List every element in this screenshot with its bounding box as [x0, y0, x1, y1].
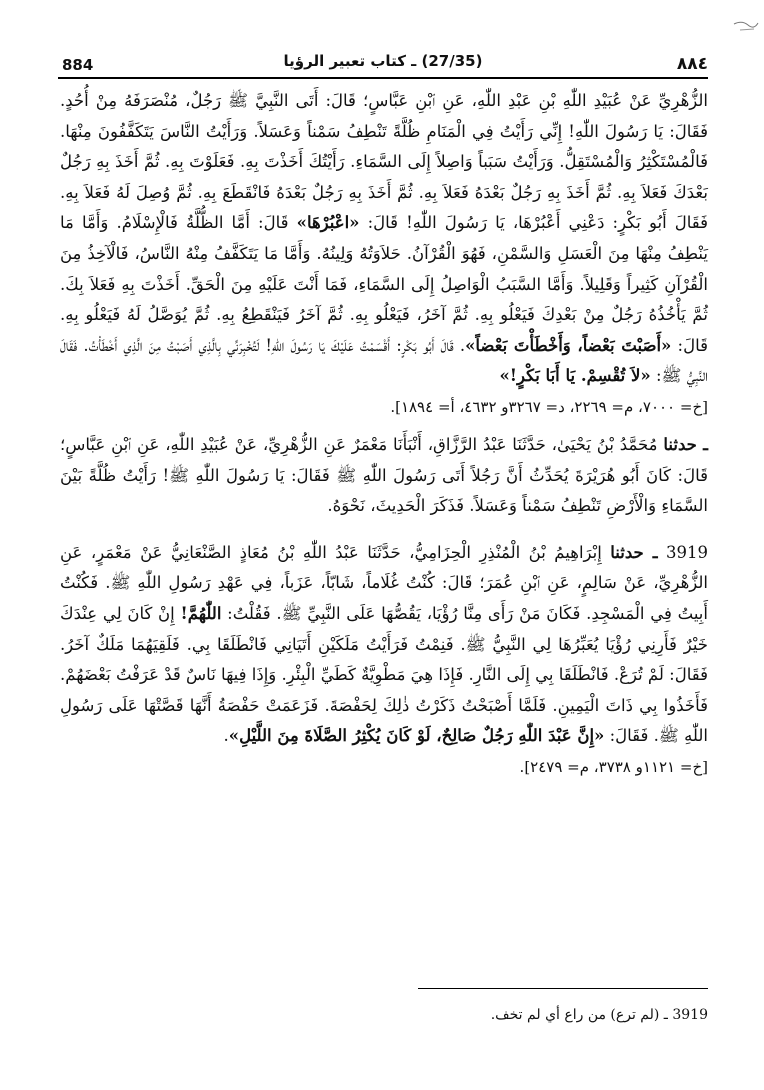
main-text: [60, 86, 708, 782]
hadith-text: مُحَمَّدُ بْنُ يَحْيَىٰ، حَدَّثَنَا عَبْدُ الرَّزَّاقِ، أَنْبَأَنَا مَعْمَرٌ عَنِ الزُّهْرِيِّ، عَنْ عُبَيْدِ اللّٰهِ، عَنِ ٱبْنِ عَبَّاسٍ؛ قَالَ: كَانَ أَبُو هُرَيْرَةَ يُحَدِّثُ أَنَّ رَجُلاً أَتَى رَسُولَ اللّٰهِ ﷺ فَقَالَ: يَا رَسُولَ اللّٰهِ ﷺ! رَأَيْتُ ظُلَّةً بَيْنَ السَّمَاءِ وَالْأَرْضِ تَنْطِفُ سَمْناً وَعَسَلاً. فَذَكَرَ الْحَدِيثَ، نَحْوَهُ.: [60, 434, 708, 516]
scan-mark-icon: [732, 14, 760, 34]
prophet-quote: «إِنَّ عَبْدَ اللّٰهِ رَجُلٌ صَالِحٌ، لَوْ كَانَ يُكْثِرُ الصَّلَاةَ مِنَ اللَّيْلِ»: [228, 726, 605, 746]
hadith-number: 3919: [666, 542, 709, 562]
hadith-text: . قَالَ أَبُو بَكْرٍ: أَقْسَمْتُ عَلَيْكَ يَا رَسُولَ اللّٰهِ! لَتُخْبِرَنِّي بِالَّذِي أَصَبْتُ مِنَ الَّذِي أَخْطَأْتُ. فَقَالَ النَّبِيُّ ﷺ:: [60, 335, 708, 386]
prophet-quote: «اعْبُرْهَا»: [296, 213, 360, 233]
hadith-paragraph: [60, 430, 708, 522]
hadith-paragraph: [60, 538, 708, 752]
hadith-text: قَالَ: أَمَّا الظُّلَّةُ فَالْإِسْلَامُ. وَأَمَّا مَا يَنْطِفُ مِنْهَا مِنَ الْعَسَلِ وَالسَّمْنِ، فَهُوَ الْقُرْآنُ. حَلاَوَتُهُ وَلِينُهُ. وَأَمَّا مَا يَتَكَفَّفُ مِنْهُ النَّاسُ، فَالْآخِذُ مِنَ الْقُرْآنِ كَثِيراً وَقَلِيلاً. وَأَمَّا السَّبَبُ الْوَاصِلُ إِلَى السَّمَاءِ، فَمَا أَنْتَ عَلَيْهِ مِنَ الْحَقِّ. أَخَذْتَ بِهِ فَعَلاَ بِكَ. ثُمَّ يَأْخُذُهُ رَجُلٌ مِنْ بَعْدِكَ فَيَعْلُو بِهِ. ثُمَّ آخَرُ، فَيَعْلُو بِهِ. ثُمَّ آخَرُ فَيَنْقَطِعُ بِهِ. ثُمَّ يُوَصَّلُ لَهُ فَيَعْلُو بِهِ. قَالَ:: [60, 213, 708, 355]
running-title: (27/35) ـ كتاب تعبير الرؤيا: [283, 52, 483, 70]
hadith-text: الزُّهْرِيِّ عَنْ عُبَيْدِ اللّٰهِ بْنِ عَبْدِ اللّٰهِ، عَنِ ٱبْنِ عَبَّاسٍ؛ قَالَ: أَتَى النَّبِيَّ ﷺ رَجُلٌ، مُنْصَرَفَهُ مِنْ أُحُدٍ. فَقَالَ: يَا رَسُولَ اللّٰهِ! إِنِّي رَأَيْتُ فِي الْمَنَامِ ظُلَّةً تَنْطِفُ سَمْناً وَعَسَلاً. وَرَأَيْتُ النَّاسَ يَتَكَفَّفُونَ مِنْهَا. فَالْمُسْتَكْثِرُ وَالْمُسْتَقِلُّ. وَرَأَيْتُ سَبَباً وَاصِلاً إِلَى السَّمَاءِ. رَأَيْتُكَ أَخَذْتَ بِهِ. فَعَلَوْتَ بِهِ. ثُمَّ أَخَذَ بِهِ رَجُلٌ بَعْدَكَ فَعَلاَ بِهِ. ثُمَّ أَخَذَ بِهِ رَجُلٌ بَعْدَهُ فَعَلاَ بِهِ. ثُمَّ أَخَذَ بِهِ رَجُلٌ بَعْدَهُ فَانْقَطَعَ بِهِ. ثُمَّ وُصِلَ لَهُ فَعَلاَ بِهِ. فَقَالَ أَبُو بَكْرٍ: دَعْنِي أَعْبُرْهَا، يَا رَسُولَ اللّٰهِ! قَالَ:: [60, 91, 708, 233]
isnad-marker: ـ حدثنا: [610, 542, 658, 562]
hadith-paragraph: [60, 86, 708, 392]
reference-line: [خ= ٧٠٠٠، م= ٢٢٦٩، د= ٣٢٦٧و ٤٦٣٢، أ= ١٨٩٤].: [390, 397, 708, 416]
page-header: [58, 44, 708, 74]
prophet-quote: «أَصَبْتَ بَعْضاً، وَأَخْطَأْتَ بَعْضاً»: [465, 335, 672, 355]
hadith-text: .: [223, 726, 229, 746]
page-number-arabic: ٨٨٤: [676, 54, 708, 74]
hadith-text: إِنْ كَانَ لِي عِنْدَكَ خَيْرٌ فَأَرِنِي رُؤْيَا يُعَبِّرُهَا لِي النَّبِيُّ ﷺ. فَنِمْتُ فَرَأَيْتُ مَلَكَيْنِ أَتَيَانِي فَانْطَلَقَا بِي. فَلَقِيَهُمَا مَلَكٌ آخَرُ. فَقَالَ: لَمْ تُرَعْ. فَانْطَلَقَا بِي إِلَى النَّارِ. فَإِذَا هِيَ مَطْوِيَّةٌ كَطَيِّ الْبِئْرِ. وَإِذَا فِيهَا نَاسٌ قَدْ عَرَفْتُ بَعْضَهُمْ. فَأَخَذُوا بِي ذَاتَ الْيَمِينِ. فَلَمَّا أَصْبَحْتُ ذَكَرْتُ ذٰلِكَ لِحَفْصَةَ. فَزَعَمَتْ حَفْصَةُ أَنَّهَا قَصَّتْهَا عَلَى رَسُولِ اللّٰهِ ﷺ. فَقَالَ:: [60, 603, 708, 746]
page-number-latin: 884: [62, 56, 94, 74]
header-rule: [58, 77, 708, 79]
footnote: [300, 1004, 708, 1026]
reference-line: [خ= ١١٢١و ٣٧٣٨، م= ٢٤٧٩].: [519, 757, 708, 776]
footnote-number: 3919: [672, 1007, 708, 1023]
prophet-quote: «لاَ تُقْسِمْ. يَا أَبَا بَكْرٍ!»: [499, 366, 651, 386]
footnote-rule: [418, 988, 708, 989]
footnote-text: ـ (لم ترع) من راع أي لم تخف.: [490, 1007, 668, 1023]
prophet-quote: اللّٰهُمَّ!: [180, 603, 222, 623]
spacer: [60, 530, 708, 538]
hadith-text: إِبْرَاهِيمُ بْنُ الْمُنْذِرِ الْحِزَامِيُّ، حَدَّثَنَا عَبْدُ اللّٰهِ بْنُ مُعَاذٍ الصَّنْعَانِيُّ عَنْ مَعْمَرٍ، عَنِ الزُّهْرِيِّ، عَنْ سَالِمٍ، عَنِ ٱبْنِ عُمَرَ؛ قَالَ: كُنْتُ غُلَاماً، شَابّاً، عَزَباً، فِي عَهْدِ رَسُولِ اللّٰهِ ﷺ. فَكُنْتُ أَبِيتُ فِي الْمَسْجِدِ. فَكَانَ مَنْ رَأَى مِنَّا رُؤْيَا، يَقُصُّهَا عَلَى النَّبِيِّ ﷺ. فَقُلْتُ:: [60, 542, 708, 623]
spacer: [60, 522, 708, 530]
isnad-marker: ـ حدثنا: [663, 434, 708, 454]
spacer: [60, 422, 708, 430]
